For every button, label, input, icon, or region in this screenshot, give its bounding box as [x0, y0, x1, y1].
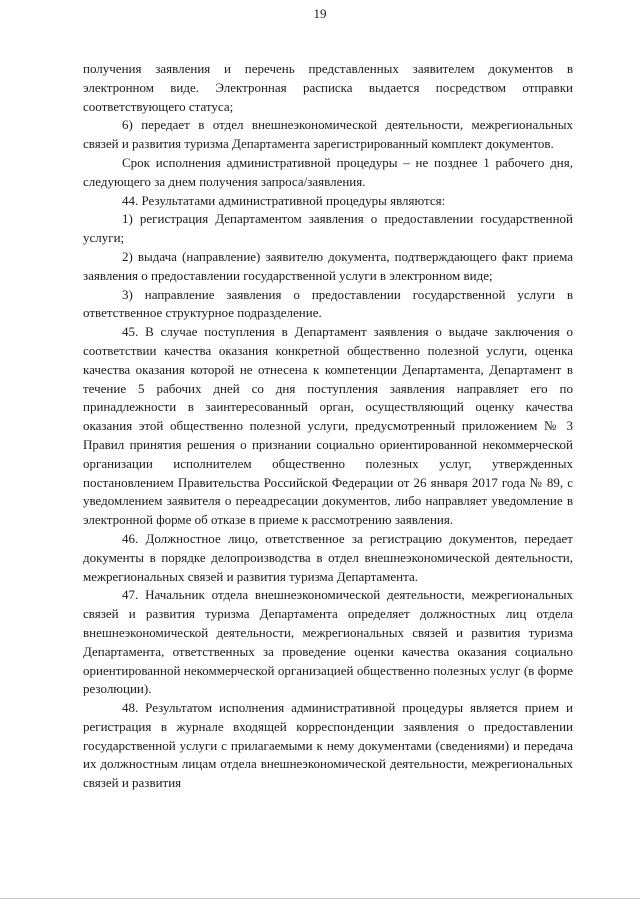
page-number: 19	[313, 6, 327, 21]
paragraph-44-item-3: 3) направление заявления о предоставлении государственной услуги в ответственное структурное подразделение.	[83, 286, 573, 321]
paragraph-48: 48. Результатом исполнения административной процедуры является прием и регистрация в журнале входящей корреспонденции заявления о предоставлении государственной услуги с прилагаемыми к нему документами (сведениями) и передача их должностным лицам отдела внешнеэкономической деятельности, межрегиональных связей и развития	[83, 700, 573, 791]
paragraph-46: 46. Должностное лицо, ответственное за регистрацию документов, передает документы в порядке делопроизводства в отдел внешнеэкономической деятельности, межрегиональных связей и развития туризма Департамента.	[83, 530, 573, 584]
paragraph-47: 47. Начальник отдела внешнеэкономической деятельности, межрегиональных связей и развития туризма Департамента определяет должностных лиц отдела внешнеэкономической деятельности, межрегиональных связей и развития туризма Департамента, ответственных за проведение оценки качества оказания социально ориентированной некоммерческой организацией общественно полезных услуг (в форме резолюции).	[83, 587, 573, 697]
paragraph-continuation: получения заявления и перечень представленных заявителем документов в электронном виде. Электронная расписка выдается посредством отправки соответствующего статуса;	[83, 61, 573, 114]
paragraph-44-item-1: 1) регистрация Департаментом заявления о предоставлении государственной услуги;	[83, 211, 573, 246]
document-body	[83, 60, 573, 793]
paragraph-44-item-2: 2) выдача (направление) заявителю документа, подтверждающего факт приема заявления о предоставлении государственной услуги в электронном виде;	[83, 248, 573, 283]
paragraph-45: 45. В случае поступления в Департамент заявления о выдаче заключения о соответствии качества оказания конкретной общественно полезной услуги, оценка качества оказания которой не отнесена к компетенции Департамента, Департамент в течение 5 рабочих дней со дня поступления заявления направляет его по принадлежности в заинтересованный орган, осуществляющий оценку качества оказания этой общественно полезной услуги, предусмотренный приложением № 3 Правил принятия решения о признании социально ориентированной некоммерческой организации исполнителем общественно полезных услуг, утвержденных постановлением Правительства Российской Федерации от 26 января 2017 года № 89, с уведомлением заявителя о переадресации документов, либо направляет уведомление в электронной форме об отказе в приеме к рассмотрению заявления.	[83, 324, 573, 528]
paragraph-44: 44. Результатами административной процедуры являются:	[122, 192, 446, 208]
paragraph-deadline: Срок исполнения административной процедуры – не позднее 1 рабочего дня, следующего за днем получения запроса/заявления.	[83, 154, 573, 189]
page-bottom-edge	[0, 898, 640, 899]
paragraph-item-6: 6) передает в отдел внешнеэкономической деятельности, межрегиональных связей и развития туризма Департамента зарегистрированный комплект документов.	[83, 117, 573, 152]
